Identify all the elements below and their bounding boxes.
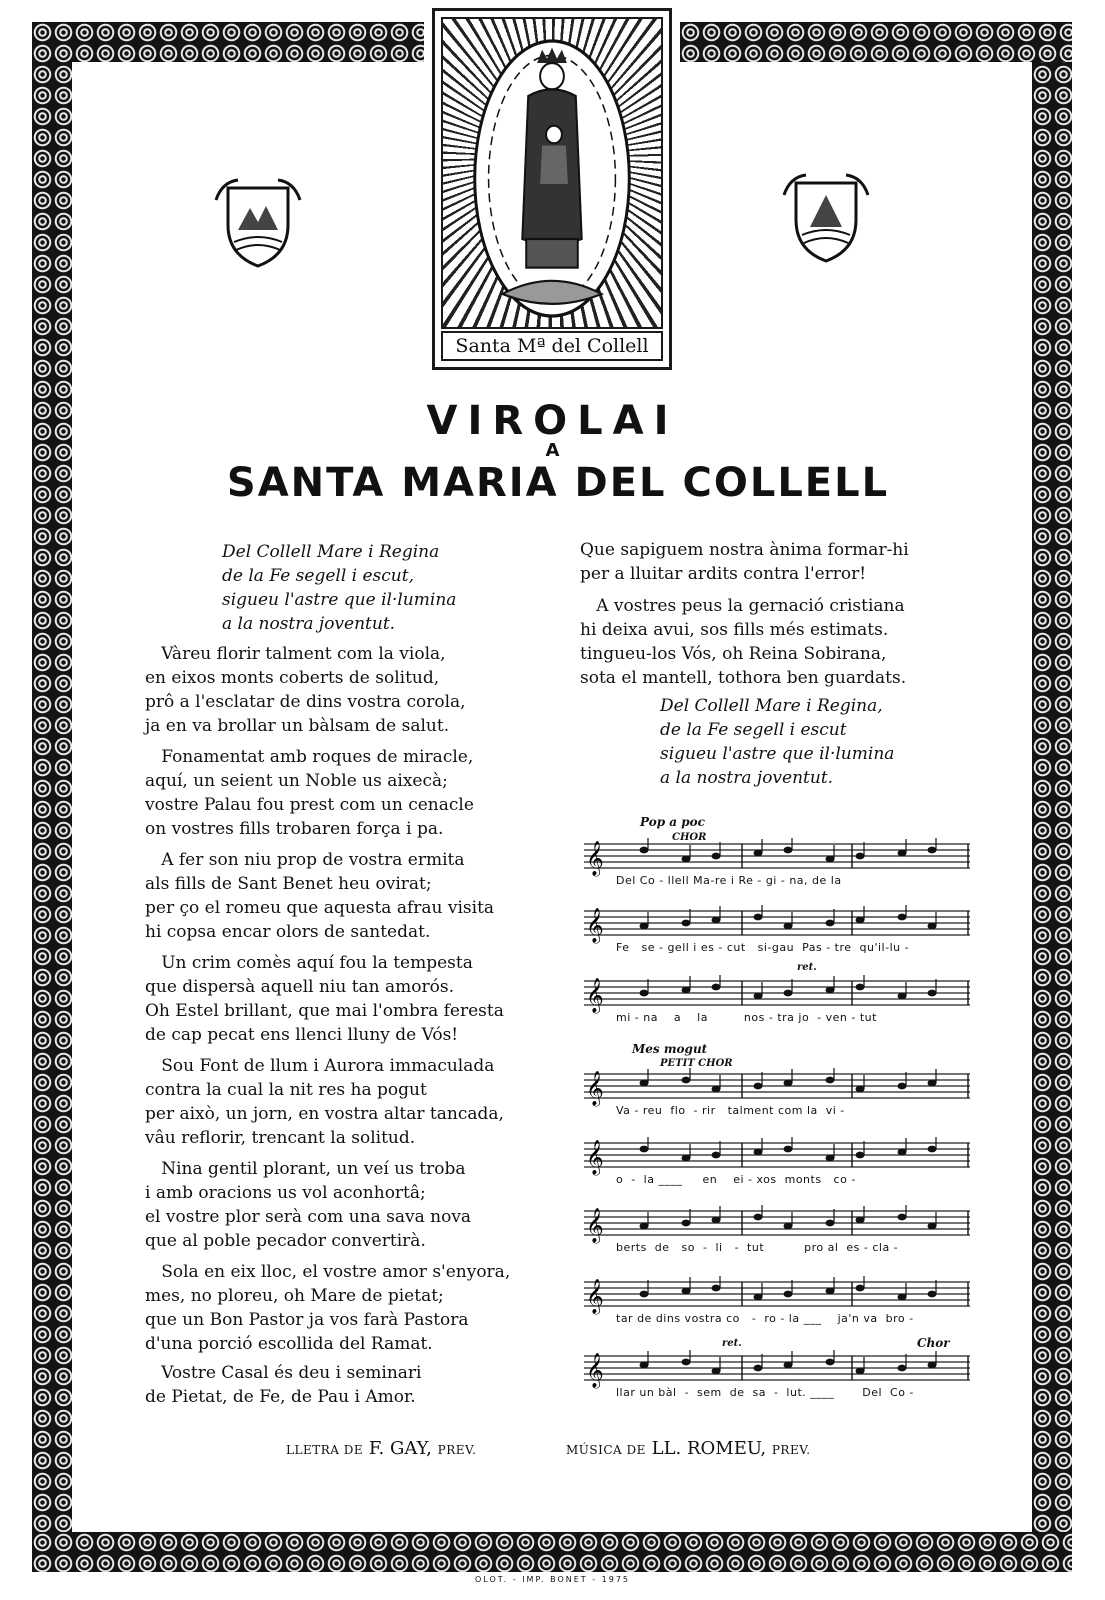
lyrics-credit-suffix: PREV. bbox=[437, 1443, 477, 1457]
music-note bbox=[928, 990, 937, 997]
treble-clef-icon: 𝄞 bbox=[586, 1208, 604, 1243]
music-note bbox=[754, 1214, 763, 1221]
virgin-image-plate bbox=[432, 8, 672, 370]
music-lyric-line: llar un bàl - sem de sa - lut. ____ Del Co - bbox=[616, 1386, 914, 1399]
poem-stanza: A fer son niu prop de vostra ermita als fills de Sant Benet heu ovirat; per ço el romeu que aquesta afrau visita hi copsa encar olors de santedat. bbox=[145, 850, 495, 942]
decorative-border-top-right bbox=[680, 22, 1072, 62]
music-direction: ret. bbox=[722, 1338, 742, 1349]
music-note bbox=[784, 847, 793, 854]
plate-caption: Santa Mª del Collell bbox=[441, 331, 663, 361]
title-a: A bbox=[545, 440, 560, 461]
music-note bbox=[898, 850, 907, 857]
music-credit bbox=[566, 1438, 811, 1459]
music-note bbox=[682, 1220, 691, 1227]
music-credit-suffix: PREV. bbox=[771, 1443, 811, 1457]
poem-stanza: Vàreu florir talment com la viola, en eixos monts coberts de solitud, prô a l'esclatar de dins vostra corola, ja en va brollar un bàlsam de salut. bbox=[145, 644, 466, 736]
poem-stanza: Que sapiguem nostra ànima formar-hi per a lluitar ardits contra l'error! bbox=[580, 540, 909, 584]
poem-stanza: Sola en eix lloc, el vostre amor s'enyora, mes, no ploreu, oh Mare de pietat; que un Bon Pastor ja vos farà Pastora d'una porció escollida del Ramat. bbox=[145, 1262, 511, 1354]
poem-chorus: Del Collell Mare i Regina, de la Fe segell i escut sigueu l'astre que il·lumina a la nostra joventut. bbox=[660, 696, 895, 788]
music-note bbox=[784, 1223, 793, 1230]
music-note bbox=[754, 1365, 763, 1372]
music-note bbox=[826, 1288, 835, 1295]
music-note bbox=[898, 1365, 907, 1372]
lyrics-credit bbox=[286, 1438, 476, 1459]
music-note bbox=[784, 1362, 793, 1369]
treble-clef-icon: 𝄞 bbox=[586, 1353, 604, 1388]
music-note bbox=[682, 1288, 691, 1295]
title-virolai: VIROLAI bbox=[426, 398, 679, 444]
music-lyric-line: Fe se - gell i es - cut si-gau Pas - tre qu'il-lu - bbox=[616, 941, 910, 954]
poem-stanza: Un crim comès aquí fou la tempesta que dispersà aquell niu tan amorós. Oh Estel brillant, que mai l'ombra feresta de cap pecat ens llenci lluny de Vós! bbox=[145, 953, 504, 1045]
music-direction: ret. bbox=[797, 962, 817, 973]
music-note bbox=[640, 1146, 649, 1153]
music-note bbox=[856, 1217, 865, 1224]
music-lyric-line: Va - reu flo - rir talment com la vi - bbox=[616, 1104, 845, 1117]
music-direction: PETIT CHOR bbox=[660, 1058, 733, 1069]
music-direction: Pop a poc bbox=[640, 815, 705, 829]
music-note bbox=[826, 1155, 835, 1162]
music-note bbox=[712, 853, 721, 860]
music-note bbox=[754, 914, 763, 921]
music-note bbox=[754, 1149, 763, 1156]
music-note bbox=[784, 1080, 793, 1087]
music-staff bbox=[582, 1205, 972, 1265]
treble-clef-icon: 𝄞 bbox=[586, 1071, 604, 1106]
music-staff bbox=[582, 838, 972, 898]
treble-clef-icon: 𝄞 bbox=[586, 978, 604, 1013]
right-coat-of-arms-icon bbox=[776, 165, 876, 265]
music-note bbox=[682, 920, 691, 927]
treble-clef-icon: 𝄞 bbox=[586, 1140, 604, 1175]
music-note bbox=[826, 1077, 835, 1084]
poem-stanza: Sou Font de llum i Aurora immaculada contra la cual la nit res ha pogut per això, un jorn, en vostra altar tancada, vâu reflorir, trencant la solitud. bbox=[145, 1056, 504, 1148]
poem-chorus: Del Collell Mare i Regina de la Fe segell i escut, sigueu l'astre que il·lumina a la nostra joventut. bbox=[222, 542, 457, 634]
music-note bbox=[898, 993, 907, 1000]
music-note bbox=[898, 1149, 907, 1156]
music-credit-prefix: MÚSICA DE bbox=[566, 1443, 646, 1457]
music-note bbox=[682, 1077, 691, 1084]
left-coat-of-arms-icon bbox=[208, 170, 308, 270]
music-note bbox=[928, 1223, 937, 1230]
decorative-border-left bbox=[32, 22, 72, 1572]
music-note bbox=[826, 920, 835, 927]
music-note bbox=[640, 1362, 649, 1369]
decorative-border-bottom bbox=[32, 1532, 1072, 1572]
music-note bbox=[712, 1217, 721, 1224]
music-note bbox=[898, 1294, 907, 1301]
music-note bbox=[928, 847, 937, 854]
music-note bbox=[682, 987, 691, 994]
music-staff bbox=[582, 905, 972, 965]
poem-stanza: Vostre Casal és deu i seminari de Pietat, de Fe, de Pau i Amor. bbox=[145, 1363, 422, 1407]
music-note bbox=[826, 1359, 835, 1366]
music-note bbox=[856, 1285, 865, 1292]
treble-clef-icon: 𝄞 bbox=[586, 841, 604, 876]
music-note bbox=[928, 1362, 937, 1369]
decorative-border-top-left bbox=[32, 22, 424, 62]
music-note bbox=[712, 984, 721, 991]
music-note bbox=[928, 1146, 937, 1153]
music-note bbox=[754, 993, 763, 1000]
music-note bbox=[682, 1155, 691, 1162]
music-note bbox=[856, 853, 865, 860]
music-direction: Mes mogut bbox=[632, 1042, 708, 1056]
treble-clef-icon: 𝄞 bbox=[586, 908, 604, 943]
virgin-engraving bbox=[441, 17, 663, 329]
music-note bbox=[856, 1368, 865, 1375]
music-note bbox=[754, 1294, 763, 1301]
music-note bbox=[640, 1080, 649, 1087]
music-note bbox=[928, 1291, 937, 1298]
poem-stanza: A vostres peus la gernació cristiana hi deixa avui, sos fills més estimats. tingueu-los Vós, oh Reina Sobirana, sota el mantell, tothora ben guardats. bbox=[580, 596, 907, 688]
music-staff bbox=[582, 975, 972, 1035]
printer-line: OLOT. - IMP. BONET - 1975 bbox=[474, 1575, 631, 1584]
music-note bbox=[784, 990, 793, 997]
music-lyric-line: berts de so - li - tut pro al es - cla - bbox=[616, 1241, 899, 1254]
music-staff bbox=[582, 1137, 972, 1197]
poem-stanza: Nina gentil plorant, un veí us troba i amb oracions us vol aconhortâ; el vostre plor serà com una sava nova que al poble pecador convertirà. bbox=[145, 1159, 472, 1251]
music-note bbox=[640, 923, 649, 930]
music-staff bbox=[582, 1350, 972, 1410]
music-staff bbox=[582, 1276, 972, 1336]
music-note bbox=[712, 1285, 721, 1292]
music-note bbox=[784, 1146, 793, 1153]
music-note bbox=[928, 923, 937, 930]
music-note bbox=[640, 990, 649, 997]
music-note bbox=[640, 1223, 649, 1230]
music-note bbox=[856, 917, 865, 924]
poem-stanza: Fonamentat amb roques de miracle, aquí, un seient un Noble us aixecà; vostre Palau fou prest com un cenacle on vostres fills trobaren força i pa. bbox=[145, 747, 474, 839]
title-santa-maria: SANTA MARIA DEL COLLELL bbox=[226, 460, 890, 506]
music-note bbox=[898, 1214, 907, 1221]
music-note bbox=[754, 850, 763, 857]
music-note bbox=[898, 914, 907, 921]
music-direction: Chor bbox=[917, 1336, 950, 1350]
music-note bbox=[712, 1086, 721, 1093]
music-note bbox=[856, 1086, 865, 1093]
treble-clef-icon: 𝄞 bbox=[586, 1279, 604, 1314]
lyrics-credit-prefix: LLETRA DE bbox=[286, 1443, 364, 1457]
music-note bbox=[826, 987, 835, 994]
music-note bbox=[712, 1152, 721, 1159]
music-staff bbox=[582, 1068, 972, 1128]
decorative-border-right bbox=[1032, 22, 1072, 1572]
music-note bbox=[856, 984, 865, 991]
music-lyric-line: Del Co - llell Ma-re i Re - gi - na, de la bbox=[616, 874, 842, 887]
music-credit-author: LL. ROMEU, bbox=[651, 1438, 767, 1459]
music-lyric-line: o - la ____ en ei - xos monts co - bbox=[616, 1173, 856, 1186]
music-note bbox=[928, 1080, 937, 1087]
music-note bbox=[640, 1291, 649, 1298]
music-note bbox=[682, 1359, 691, 1366]
music-note bbox=[898, 1083, 907, 1090]
virgin-figure-icon bbox=[443, 19, 661, 327]
music-note bbox=[856, 1152, 865, 1159]
music-note bbox=[754, 1083, 763, 1090]
music-note bbox=[640, 847, 649, 854]
music-lyric-line: mi - na a la nos - tra jo - ven - tut bbox=[616, 1011, 877, 1024]
music-note bbox=[826, 1220, 835, 1227]
lyrics-credit-author: F. GAY, bbox=[368, 1438, 432, 1459]
music-note bbox=[712, 1368, 721, 1375]
music-note bbox=[712, 917, 721, 924]
music-note bbox=[826, 856, 835, 863]
music-note bbox=[784, 923, 793, 930]
music-note bbox=[784, 1291, 793, 1298]
music-lyric-line: tar de dins vostra co - ro - la ___ ja'n va bro - bbox=[616, 1312, 914, 1325]
music-note bbox=[682, 856, 691, 863]
music-direction: CHOR bbox=[672, 832, 707, 843]
